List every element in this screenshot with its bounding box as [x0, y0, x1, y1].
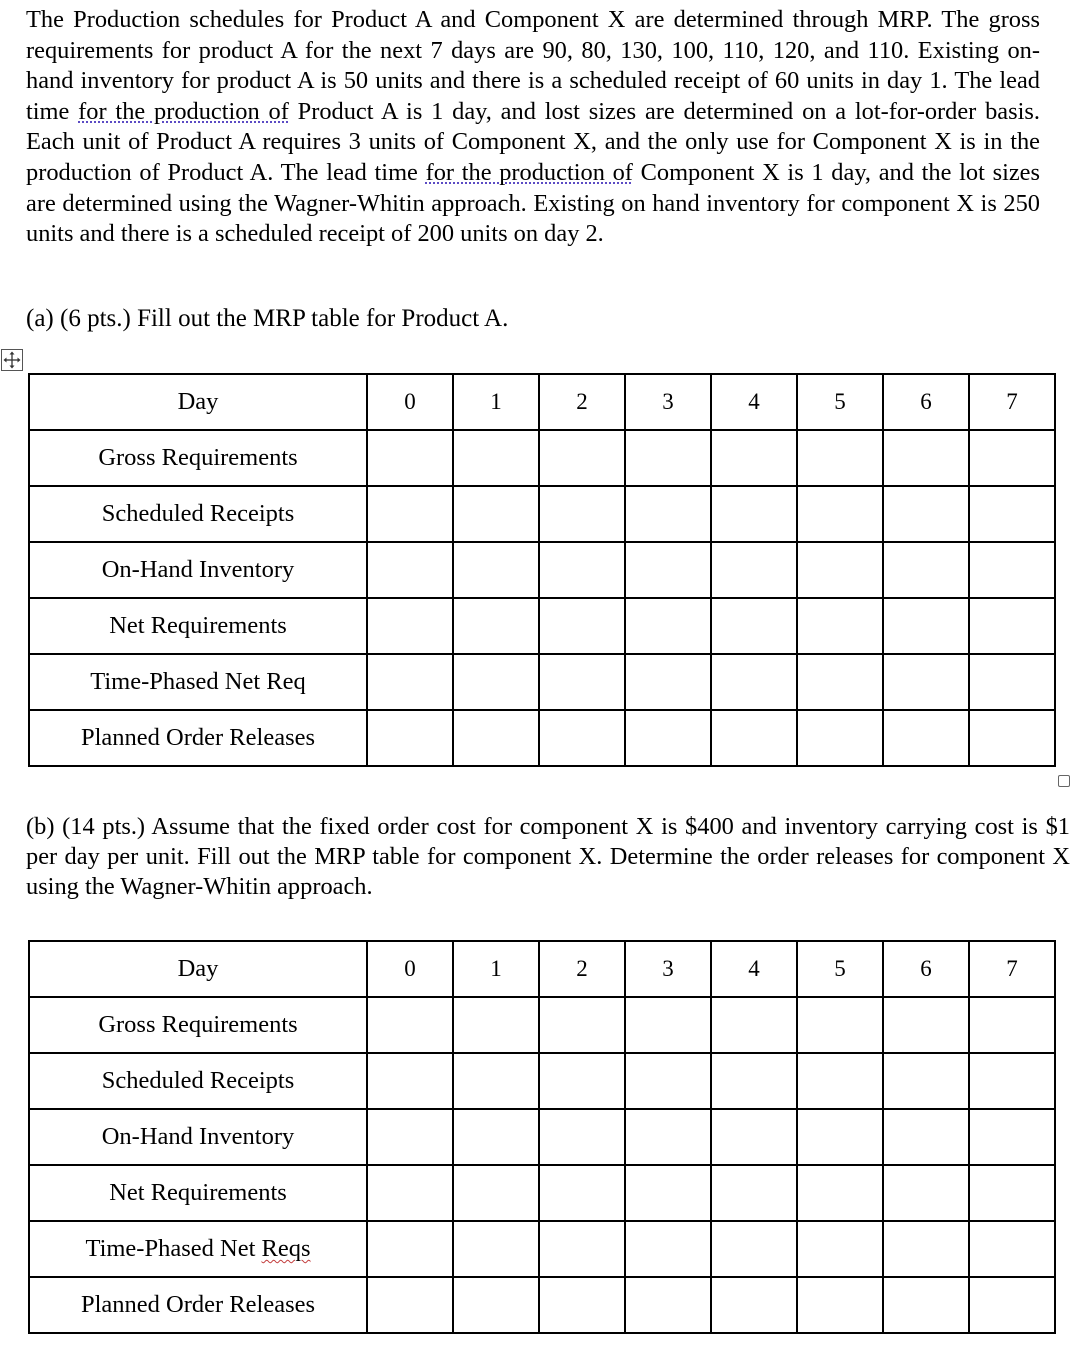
input-cell[interactable]	[539, 1109, 625, 1165]
input-cell[interactable]	[625, 1165, 711, 1221]
input-cell[interactable]	[797, 1221, 883, 1277]
input-cell[interactable]	[969, 1109, 1055, 1165]
day-header-row	[29, 941, 1055, 997]
input-cell[interactable]	[711, 1165, 797, 1221]
day-cell: 7	[969, 374, 1055, 430]
input-cell[interactable]	[711, 1221, 797, 1277]
time-phased-label: Time-Phased Net	[85, 1235, 256, 1262]
input-cell[interactable]	[539, 997, 625, 1053]
input-cell[interactable]	[453, 1053, 539, 1109]
input-cell[interactable]	[797, 1277, 883, 1333]
row-label-on-hand-inventory: On-Hand Inventory	[29, 542, 367, 598]
input-cell[interactable]	[367, 710, 453, 766]
table-row	[29, 710, 1055, 766]
input-cell[interactable]	[797, 1053, 883, 1109]
table-row	[29, 1221, 1055, 1277]
input-cell[interactable]	[797, 710, 883, 766]
row-label-day: Day	[29, 374, 367, 430]
input-cell[interactable]	[883, 1109, 969, 1165]
intro-text-2: Product A is 1 day, and lost sizes are determined on a lot-for-order basis. Each unit of Product A requires 3 units of Component X, and the only use for Component X is in the production of Product A. The lead time	[26, 97, 1040, 186]
spellcheck-flag-reqs: Reqs	[261, 1235, 311, 1262]
input-cell[interactable]	[711, 430, 797, 486]
row-label-day: Day	[29, 941, 367, 997]
day-cell: 6	[883, 941, 969, 997]
day-cell: 7	[969, 941, 1055, 997]
table-row	[29, 654, 1055, 710]
row-label-net-requirements: Net Requirements	[29, 598, 367, 654]
input-cell[interactable]	[539, 1053, 625, 1109]
input-cell[interactable]	[539, 598, 625, 654]
input-cell[interactable]	[539, 542, 625, 598]
input-cell[interactable]	[453, 1165, 539, 1221]
input-cell[interactable]	[625, 1277, 711, 1333]
table-row	[29, 1165, 1055, 1221]
input-cell[interactable]	[711, 997, 797, 1053]
day-cell: 4	[711, 374, 797, 430]
input-cell[interactable]	[539, 486, 625, 542]
input-cell[interactable]	[711, 1277, 797, 1333]
input-cell[interactable]	[367, 1165, 453, 1221]
row-label-time-phased-net-reqs	[29, 1221, 367, 1277]
input-cell[interactable]	[969, 486, 1055, 542]
day-cell: 3	[625, 374, 711, 430]
table-row	[29, 1109, 1055, 1165]
input-cell[interactable]	[883, 598, 969, 654]
day-cell: 1	[453, 374, 539, 430]
input-cell[interactable]	[883, 430, 969, 486]
input-cell[interactable]	[367, 542, 453, 598]
input-cell[interactable]	[969, 1221, 1055, 1277]
input-cell[interactable]	[883, 542, 969, 598]
input-cell[interactable]	[711, 542, 797, 598]
day-cell: 3	[625, 941, 711, 997]
input-cell[interactable]	[367, 430, 453, 486]
input-cell[interactable]	[453, 710, 539, 766]
day-cell: 1	[453, 941, 539, 997]
input-cell[interactable]	[625, 710, 711, 766]
input-cell[interactable]	[453, 1221, 539, 1277]
day-header-row	[29, 374, 1055, 430]
input-cell[interactable]	[453, 997, 539, 1053]
table-row	[29, 430, 1055, 486]
input-cell[interactable]	[711, 1109, 797, 1165]
input-cell[interactable]	[539, 710, 625, 766]
problem-statement	[26, 5, 1040, 250]
input-cell[interactable]	[797, 542, 883, 598]
move-arrows-icon	[2, 350, 22, 370]
row-label-planned-order-releases: Planned Order Releases	[29, 1277, 367, 1333]
input-cell[interactable]	[367, 1277, 453, 1333]
resize-handle-icon[interactable]	[1058, 775, 1070, 787]
input-cell[interactable]	[969, 542, 1055, 598]
row-label-gross-requirements: Gross Requirements	[29, 997, 367, 1053]
input-cell[interactable]	[453, 1109, 539, 1165]
day-cell: 2	[539, 374, 625, 430]
input-cell[interactable]	[969, 1277, 1055, 1333]
table-row	[29, 486, 1055, 542]
row-label-planned-order-releases: Planned Order Releases	[29, 710, 367, 766]
input-cell[interactable]	[883, 1165, 969, 1221]
input-cell[interactable]	[367, 1221, 453, 1277]
input-cell[interactable]	[625, 598, 711, 654]
input-cell[interactable]	[367, 1053, 453, 1109]
row-label-scheduled-receipts: Scheduled Receipts	[29, 1053, 367, 1109]
input-cell[interactable]	[711, 486, 797, 542]
intro-text-1: The Production schedules for Product A and Component X are determined through MRP. The gross requirements for product A for the next 7 days are 90, 80, 130, 100, 110, 120, and 110. Existing on-hand inventory for product A is 50 units and there is a scheduled receipt of 60 units in day 1. The lead time	[26, 6, 1040, 125]
row-label-time-phased-net-req: Time-Phased Net Req	[29, 654, 367, 710]
day-cell: 5	[797, 374, 883, 430]
input-cell[interactable]	[797, 430, 883, 486]
input-cell[interactable]	[711, 654, 797, 710]
input-cell[interactable]	[625, 997, 711, 1053]
input-cell[interactable]	[625, 1053, 711, 1109]
input-cell[interactable]	[539, 430, 625, 486]
input-cell[interactable]	[883, 1277, 969, 1333]
input-cell[interactable]	[883, 710, 969, 766]
input-cell[interactable]	[883, 654, 969, 710]
table-row	[29, 1277, 1055, 1333]
input-cell[interactable]	[797, 997, 883, 1053]
day-cell: 5	[797, 941, 883, 997]
input-cell[interactable]	[367, 486, 453, 542]
input-cell[interactable]	[711, 710, 797, 766]
input-cell[interactable]	[711, 1053, 797, 1109]
row-label-net-requirements: Net Requirements	[29, 1165, 367, 1221]
input-cell[interactable]	[797, 486, 883, 542]
input-cell[interactable]	[539, 654, 625, 710]
input-cell[interactable]	[625, 1221, 711, 1277]
input-cell[interactable]	[453, 1277, 539, 1333]
input-cell[interactable]	[453, 430, 539, 486]
input-cell[interactable]	[367, 654, 453, 710]
row-label-gross-requirements: Gross Requirements	[29, 430, 367, 486]
input-cell[interactable]	[969, 997, 1055, 1053]
input-cell[interactable]	[367, 598, 453, 654]
input-cell[interactable]	[883, 997, 969, 1053]
input-cell[interactable]	[453, 486, 539, 542]
grammar-flag-phrase-2: for the production of	[425, 158, 633, 186]
input-cell[interactable]	[367, 997, 453, 1053]
day-cell: 4	[711, 941, 797, 997]
input-cell[interactable]	[969, 598, 1055, 654]
input-cell[interactable]	[625, 1109, 711, 1165]
day-cell: 0	[367, 374, 453, 430]
input-cell[interactable]	[969, 710, 1055, 766]
row-label-scheduled-receipts: Scheduled Receipts	[29, 486, 367, 542]
input-cell[interactable]	[539, 1165, 625, 1221]
table-row	[29, 1053, 1055, 1109]
table-row	[29, 598, 1055, 654]
input-cell[interactable]	[797, 1109, 883, 1165]
input-cell[interactable]	[453, 654, 539, 710]
input-cell[interactable]	[625, 654, 711, 710]
table-row	[29, 542, 1055, 598]
day-cell: 0	[367, 941, 453, 997]
day-cell: 6	[883, 374, 969, 430]
part-a-question: (a) (6 pts.) Fill out the MRP table for Product A.	[26, 305, 509, 332]
input-cell[interactable]	[969, 654, 1055, 710]
input-cell[interactable]	[625, 542, 711, 598]
input-cell[interactable]	[367, 1109, 453, 1165]
input-cell[interactable]	[453, 542, 539, 598]
input-cell[interactable]	[969, 430, 1055, 486]
input-cell[interactable]	[883, 1221, 969, 1277]
input-cell[interactable]	[625, 430, 711, 486]
input-cell[interactable]	[797, 598, 883, 654]
input-cell[interactable]	[539, 1221, 625, 1277]
day-cell: 2	[539, 941, 625, 997]
grammar-flag-phrase-1: for the production of	[78, 97, 289, 125]
input-cell[interactable]	[883, 486, 969, 542]
mrp-table-component-x	[28, 940, 1056, 1334]
input-cell[interactable]	[969, 1053, 1055, 1109]
input-cell[interactable]	[711, 598, 797, 654]
part-b-question: (b) (14 pts.) Assume that the fixed order cost for component X is $400 and inventory carrying cost is $1 per day per unit. Fill out the MRP table for component X. Determine the order releases for component X using the Wagner-Whitin approach.	[26, 813, 1070, 900]
input-cell[interactable]	[539, 1277, 625, 1333]
input-cell[interactable]	[883, 1053, 969, 1109]
row-label-on-hand-inventory: On-Hand Inventory	[29, 1109, 367, 1165]
input-cell[interactable]	[797, 1165, 883, 1221]
input-cell[interactable]	[797, 654, 883, 710]
intro-text-3: Component X is 1 day, and the lot sizes are determined using the Wagner-Whitin approach. Existing on hand inventory for component X is 250 units and there is a scheduled receipt of 200 units on day 2.	[26, 158, 1040, 248]
table-move-handle[interactable]	[1, 349, 23, 371]
mrp-table-product-a	[28, 373, 1056, 767]
input-cell[interactable]	[625, 486, 711, 542]
table-row	[29, 997, 1055, 1053]
input-cell[interactable]	[453, 598, 539, 654]
input-cell[interactable]	[969, 1165, 1055, 1221]
